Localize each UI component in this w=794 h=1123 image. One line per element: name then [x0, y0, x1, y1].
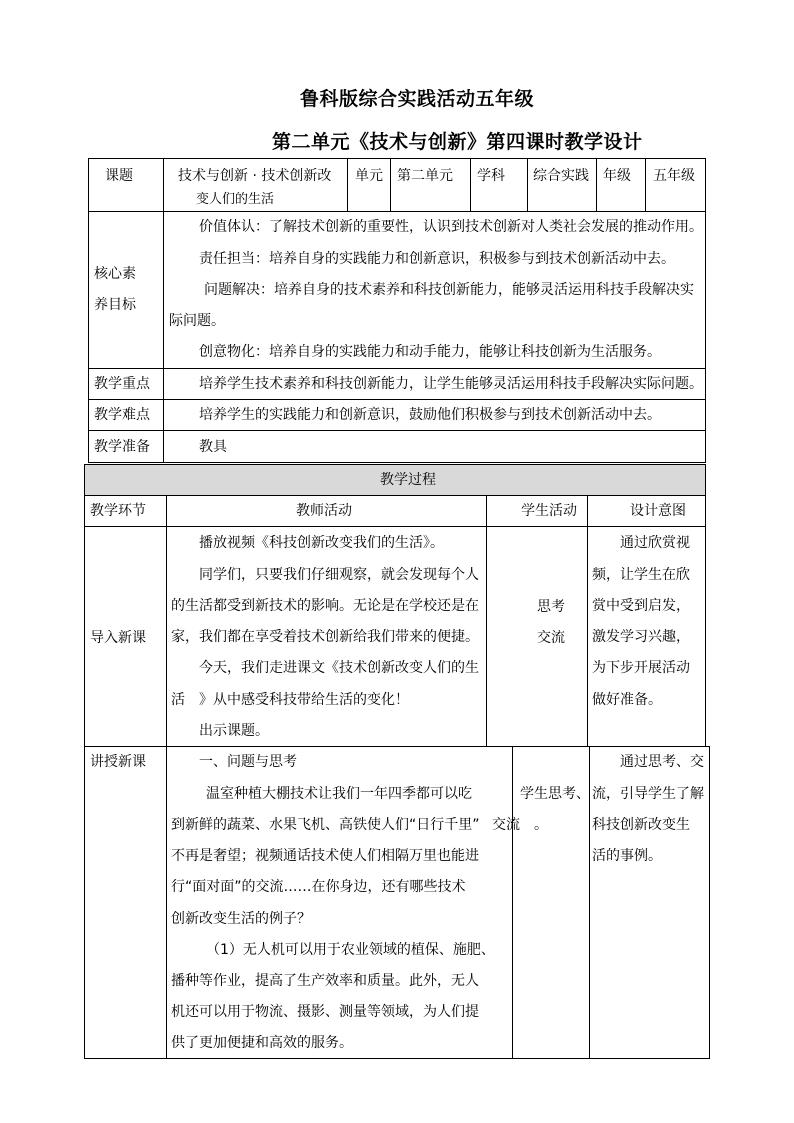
goal-responsibility: 责任担当：培养自身的实践能力和创新意识，积极参与到技术创新活动中去。 — [199, 251, 675, 267]
col-intent: 设计意图 — [630, 503, 686, 519]
col-stage: 教学环节 — [90, 503, 146, 519]
intro-intent-line: 通过欣赏视 — [620, 535, 690, 551]
col-teacher: 教师活动 — [296, 503, 352, 519]
intro-intent-line: 激发学习兴趣， — [592, 629, 690, 645]
goals-label-line2: 养目标 — [94, 297, 136, 313]
lesson-title-line1: 技术与创新 · 技术创新改 — [178, 168, 332, 184]
goal-problem-solving-cont: 际问题。 — [169, 313, 225, 329]
goal-value: 价值体认：了解技术创新的重要性，认识到技术创新对人类社会发展的推动作用。 — [199, 219, 703, 235]
new-lesson-teacher-line: 机还可以用于物流、摄影、测量等领域，为人们提 — [171, 1004, 479, 1020]
intro-intent-line: 赏中受到启发， — [592, 598, 690, 614]
lesson-title-line2: 变人们的生活 — [196, 192, 275, 207]
focus-text: 培养学生技术素养和科技创新能力，让学生能够灵活运用科技手段解决实际问题。 — [199, 376, 703, 392]
difficulty-text: 培养学生的实践能力和创新意识，鼓励他们积极参与到技术创新活动中去。 — [199, 407, 661, 423]
intro-teacher-line: 家，我们都在享受着技术创新给我们带来的便捷。 — [171, 629, 479, 645]
goals-label-line1: 核心素 — [94, 266, 136, 282]
new-lesson-teacher-line: 到新鲜的蔬菜、水果飞机、高铁使人们“日行千里” — [171, 817, 480, 833]
difficulty-label: 教学难点 — [94, 407, 150, 423]
new-lesson-teacher-line: 播种等作业，提高了生产效率和质量。此外，无人 — [171, 973, 479, 989]
intro-teacher-line: 同学们，只要我们仔细观察，就会发现每个人 — [199, 567, 479, 583]
grade-label: 年级 — [603, 168, 631, 184]
new-lesson-label: 讲授新课 — [90, 754, 146, 770]
intro-student-discuss: 交流 — [537, 630, 565, 646]
new-lesson-student-line2: 交流 。 — [492, 817, 548, 833]
prep-text: 教具 — [199, 439, 227, 455]
grade-value: 五年级 — [653, 168, 695, 184]
intro-teacher-line: 出示课题。 — [199, 723, 269, 739]
prep-label: 教学准备 — [94, 439, 150, 455]
new-lesson-intent-line: 通过思考、交 — [620, 754, 704, 770]
new-lesson-intent-line: 流，引导学生了解 — [592, 786, 704, 802]
new-lesson-teacher-line: 供了更加便捷和高效的服务。 — [171, 1035, 353, 1051]
new-lesson-intent-line: 活的事例。 — [592, 848, 662, 864]
new-lesson-teacher-line: （1）无人机可以用于农业领域的植保、施肥、 — [206, 942, 495, 958]
unit-label: 单元 — [355, 168, 383, 184]
new-lesson-intent-line: 科技创新改变生 — [592, 817, 690, 833]
intro-teacher-line: 今天，我们走进课文《技术创新改变人们的生 — [199, 660, 479, 676]
unit-value: 第二单元 — [397, 168, 453, 184]
intro-teacher-line: 活 》从中感受科技带给生活的变化！ — [171, 692, 409, 708]
new-lesson-teacher-line: 不再是奢望；视频通话技术使人们相隔万里也能进 — [171, 848, 479, 864]
intro-student-think: 思考 — [537, 599, 565, 615]
col-student: 学生活动 — [521, 503, 577, 519]
lesson-label: 课题 — [105, 168, 133, 184]
intro-teacher-line: 播放视频《科技创新改变我们的生活》。 — [199, 535, 444, 551]
new-lesson-teacher-line: 一、问题与思考 — [199, 754, 297, 770]
intro-intent-line: 为下步开展活动 — [592, 660, 690, 676]
intro-intent-line: 做好准备。 — [592, 692, 662, 708]
intro-label: 导入新课 — [90, 630, 146, 646]
document-subtitle: 第二单元《技术与创新》第四课时教学设计 — [272, 131, 643, 153]
intro-teacher-line: 的生活都受到新技术的影响。无论是在学校还是在 — [171, 598, 479, 614]
new-lesson-student-line1: 学生思考、 — [520, 786, 590, 802]
process-header: 教学过程 — [380, 472, 436, 488]
new-lesson-teacher-line: 温室种植大棚技术让我们一年四季都可以吃 — [206, 786, 472, 802]
subject-value: 综合实践 — [533, 168, 589, 184]
intro-intent-line: 频，让学生在欣 — [592, 567, 690, 583]
document-title: 鲁科版综合实践活动五年级 — [300, 88, 535, 110]
goal-problem-solving: 问题解决：培养自身的技术素养和科技创新能力，能够灵活运用科技手段解决实 — [204, 282, 694, 298]
new-lesson-teacher-line: 行“面对面”的交流……在你身边，还有哪些技术 — [171, 879, 466, 895]
new-lesson-teacher-line: 创新改变生活的例子？ — [171, 911, 311, 927]
goal-creation: 创意物化：培养自身的实践能力和动手能力，能够让科技创新为生活服务。 — [199, 344, 661, 360]
subject-label: 学科 — [477, 168, 505, 184]
focus-label: 教学重点 — [94, 376, 150, 392]
